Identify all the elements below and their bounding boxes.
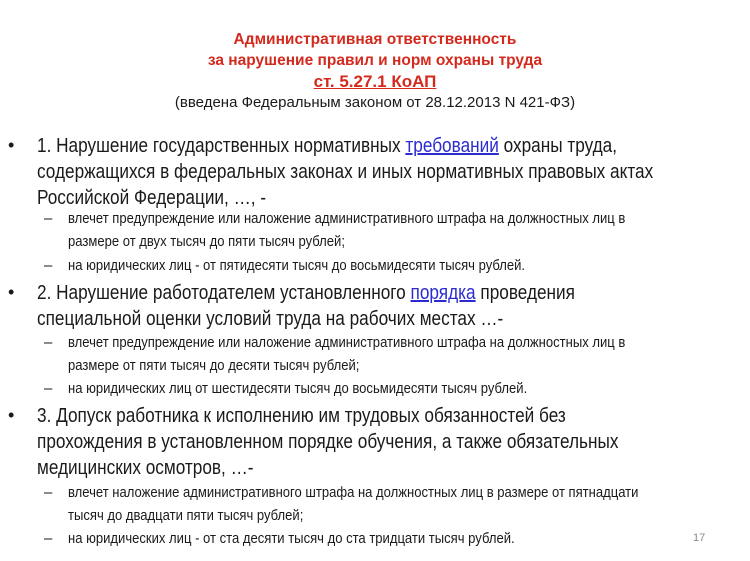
bullet-icon: • xyxy=(8,405,15,425)
link-procedure[interactable]: порядка xyxy=(410,282,476,304)
item-line: содержащихся в федеральных законах и иных нормативных правовых актах xyxy=(37,161,654,183)
page-number: 17 xyxy=(693,532,706,544)
dash-icon: – xyxy=(44,380,53,397)
sub-item-line: размере от двух тысяч до пяти тысяч рублей; xyxy=(68,233,345,250)
item-line: прохождения в установленном порядке обучения, а также обязательных xyxy=(37,431,619,453)
dash-icon: – xyxy=(44,530,53,547)
dash-icon: – xyxy=(44,210,53,227)
item-line xyxy=(37,135,617,158)
sub-item-line: размере от пяти тысяч до десяти тысяч рублей; xyxy=(68,357,360,374)
item-text: проведения xyxy=(475,282,575,304)
item-line: 3. Допуск работника к исполнению им трудовых обязанностей без xyxy=(37,405,566,427)
title-line-1: Административная ответственность xyxy=(233,31,517,48)
item-line: медицинских осмотров, …- xyxy=(37,457,254,479)
item-line xyxy=(37,282,575,305)
sub-item-line: тысяч до двадцати пяти тысяч рублей; xyxy=(68,507,304,524)
item-line: Российской Федерации, …, - xyxy=(37,187,267,209)
title-line-2: за нарушение правил и норм охраны труда xyxy=(207,52,543,69)
sub-item-line: влечет наложение административного штрафа на должностных лиц в размере от пятнадцати xyxy=(68,484,639,501)
bullet-icon: • xyxy=(8,282,15,302)
sub-item-line: на юридических лиц - от ста десяти тысяч до ста тридцати тысяч рублей. xyxy=(68,530,515,547)
item-text: 1. Нарушение государственных нормативных xyxy=(37,135,406,157)
item-text: 2. Нарушение работодателем установленного xyxy=(37,282,411,304)
item-line: специальной оценки условий труда на рабочих местах …- xyxy=(37,308,504,330)
law-note: (введена Федеральным законом от 28.12.2013 N 421-ФЗ) xyxy=(174,94,576,111)
dash-icon: – xyxy=(44,334,53,351)
article-text: ст. 5.27.1 КоАП xyxy=(313,72,437,91)
dash-icon: – xyxy=(44,484,53,501)
dash-icon: – xyxy=(44,257,53,274)
bullet-icon: • xyxy=(8,135,15,155)
sub-item-line: влечет предупреждение или наложение административного штрафа на должностных лиц в xyxy=(68,210,626,227)
article-reference xyxy=(0,72,750,92)
sub-item-line: на юридических лиц от шестидесяти тысяч до восьмидесяти тысяч рублей. xyxy=(68,380,528,397)
item-text: охраны труда, xyxy=(498,135,618,157)
sub-item-line: влечет предупреждение или наложение административного штрафа на должностных лиц в xyxy=(68,334,626,351)
link-requirements[interactable]: требований xyxy=(405,135,499,157)
sub-item-line: на юридических лиц - от пятидесяти тысяч до восьмидесяти тысяч рублей. xyxy=(68,257,526,274)
